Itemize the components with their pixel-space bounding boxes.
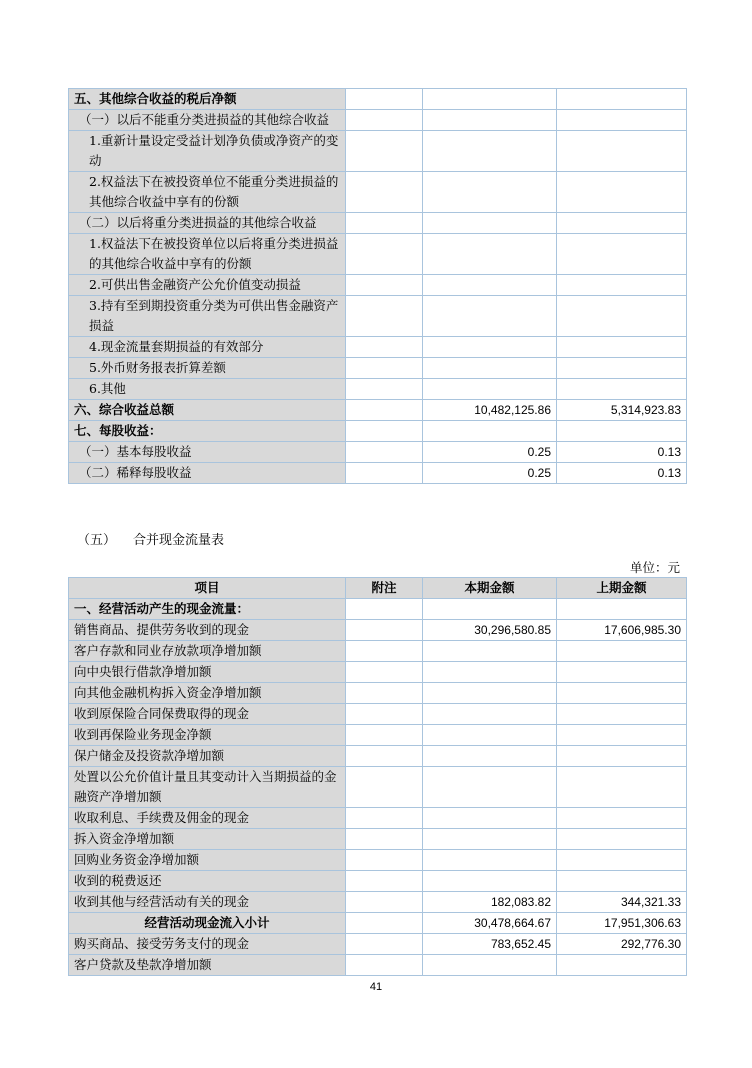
row-label: 购买商品、接受劳务支付的现金 [69,934,346,955]
row-current-amount [423,955,557,976]
row-prior-amount [557,379,687,400]
cash-flow-row [69,746,687,767]
comprehensive-income-row [69,234,687,275]
row-prior-amount [557,172,687,213]
row-current-amount [423,871,557,892]
comprehensive-income-row [69,172,687,213]
row-prior-amount: 0.13 [557,442,687,463]
row-note [346,358,423,379]
row-note [346,400,423,421]
row-current-amount [423,829,557,850]
row-note [346,172,423,213]
row-label: （一）以后不能重分类进损益的其他综合收益 [69,110,346,131]
row-current-amount: 10,482,125.86 [423,400,557,421]
row-prior-amount: 5,314,923.83 [557,400,687,421]
row-label: 向中央银行借款净增加额 [69,662,346,683]
comprehensive-income-row [69,89,687,110]
row-current-amount [423,662,557,683]
row-label: （一）基本每股收益 [69,442,346,463]
row-current-amount [423,234,557,275]
comprehensive-income-row [69,110,687,131]
row-prior-amount [557,599,687,620]
comprehensive-income-row [69,442,687,463]
row-prior-amount [557,683,687,704]
cash-flow-row [69,641,687,662]
cash-flow-row [69,704,687,725]
cash-flow-row [69,808,687,829]
row-current-amount [423,172,557,213]
row-prior-amount [557,746,687,767]
row-prior-amount [557,641,687,662]
row-label: 保户储金及投资款净增加额 [69,746,346,767]
cash-flow-row [69,913,687,934]
comprehensive-income-row [69,131,687,172]
row-prior-amount [557,704,687,725]
row-label: 1.权益法下在被投资单位以后将重分类进损益的其他综合收益中享有的份额 [69,234,346,275]
header-current-amount: 本期金额 [423,578,557,599]
row-label: 收到再保险业务现金净额 [69,725,346,746]
row-label: （二）以后将重分类进损益的其他综合收益 [69,213,346,234]
row-current-amount [423,850,557,871]
row-prior-amount: 292,776.30 [557,934,687,955]
cash-flow-row [69,850,687,871]
row-current-amount [423,379,557,400]
row-note [346,850,423,871]
row-current-amount [423,358,557,379]
row-current-amount [423,110,557,131]
row-label: 七、每股收益： [69,421,346,442]
row-prior-amount [557,213,687,234]
row-note [346,599,423,620]
cash-flow-row [69,599,687,620]
row-label: 客户贷款及垫款净增加额 [69,955,346,976]
cash-flow-table-body [69,599,687,976]
cash-flow-header-row [69,578,687,599]
cash-flow-row [69,725,687,746]
row-current-amount [423,641,557,662]
cash-flow-row [69,620,687,641]
row-note [346,746,423,767]
row-current-amount: 0.25 [423,442,557,463]
row-note [346,213,423,234]
row-current-amount [423,296,557,337]
row-prior-amount [557,955,687,976]
cash-flow-row [69,871,687,892]
row-label: 6.其他 [69,379,346,400]
row-note [346,808,423,829]
row-note [346,955,423,976]
row-note [346,421,423,442]
row-note [346,337,423,358]
comprehensive-income-row [69,337,687,358]
row-current-amount: 182,083.82 [423,892,557,913]
comprehensive-income-row [69,358,687,379]
row-prior-amount [557,275,687,296]
row-note [346,641,423,662]
row-note [346,767,423,808]
row-label: 收到其他与经营活动有关的现金 [69,892,346,913]
cash-flow-row [69,829,687,850]
comprehensive-income-row [69,296,687,337]
cash-flow-row [69,955,687,976]
row-prior-amount: 17,951,306.63 [557,913,687,934]
row-prior-amount [557,767,687,808]
row-current-amount: 30,478,664.67 [423,913,557,934]
row-current-amount [423,725,557,746]
row-note [346,913,423,934]
row-current-amount [423,599,557,620]
row-prior-amount [557,337,687,358]
row-note [346,110,423,131]
comprehensive-income-table [68,88,687,484]
cash-flow-table [68,577,687,976]
cash-flow-row [69,662,687,683]
comprehensive-income-row [69,463,687,484]
row-note [346,89,423,110]
row-prior-amount [557,110,687,131]
row-prior-amount: 344,321.33 [557,892,687,913]
comprehensive-income-table-body [69,89,687,484]
row-label: 拆入资金净增加额 [69,829,346,850]
row-note [346,934,423,955]
row-current-amount [423,89,557,110]
row-label: 收到的税费返还 [69,871,346,892]
header-note: 附注 [346,578,423,599]
row-current-amount: 0.25 [423,463,557,484]
row-note [346,463,423,484]
row-label: 1.重新计量设定受益计划净负债或净资产的变动 [69,131,346,172]
row-note [346,442,423,463]
cash-flow-row [69,683,687,704]
row-note [346,829,423,850]
row-current-amount [423,275,557,296]
row-label: 六、综合收益总额 [69,400,346,421]
row-prior-amount: 17,606,985.30 [557,620,687,641]
section-heading [77,529,224,548]
unit-label: 单位：元 [629,560,680,575]
row-label: 五、其他综合收益的税后净额 [69,89,346,110]
row-current-amount [423,131,557,172]
row-prior-amount [557,89,687,110]
row-label: 回购业务资金净增加额 [69,850,346,871]
row-note [346,379,423,400]
header-item: 项目 [69,578,346,599]
row-current-amount [423,337,557,358]
header-prior-amount: 上期金额 [557,578,687,599]
row-note [346,704,423,725]
row-note [346,725,423,746]
row-label: 4.现金流量套期损益的有效部分 [69,337,346,358]
row-current-amount [423,213,557,234]
row-prior-amount: 0.13 [557,463,687,484]
row-label: 一、经营活动产生的现金流量： [69,599,346,620]
row-label: 收到原保险合同保费取得的现金 [69,704,346,725]
row-current-amount: 783,652.45 [423,934,557,955]
row-note [346,662,423,683]
row-current-amount [423,421,557,442]
row-label: 5.外币财务报表折算差额 [69,358,346,379]
row-note [346,871,423,892]
row-prior-amount [557,871,687,892]
row-prior-amount [557,725,687,746]
row-note [346,892,423,913]
row-prior-amount [557,296,687,337]
row-prior-amount [557,234,687,275]
row-current-amount [423,767,557,808]
row-prior-amount [557,421,687,442]
row-prior-amount [557,662,687,683]
comprehensive-income-row [69,213,687,234]
row-note [346,234,423,275]
row-current-amount [423,808,557,829]
row-prior-amount [557,358,687,379]
cash-flow-row [69,892,687,913]
comprehensive-income-row [69,379,687,400]
row-note [346,131,423,172]
row-note [346,275,423,296]
comprehensive-income-row [69,421,687,442]
page-number: 41 [369,981,383,993]
section-number: （五） [77,533,117,548]
row-current-amount [423,683,557,704]
row-prior-amount [557,829,687,850]
row-label: 2.可供出售金融资产公允价值变动损益 [69,275,346,296]
row-prior-amount [557,131,687,172]
row-prior-amount [557,808,687,829]
cash-flow-row [69,767,687,808]
row-prior-amount [557,850,687,871]
row-note [346,620,423,641]
row-label: 收取利息、手续费及佣金的现金 [69,808,346,829]
comprehensive-income-row [69,275,687,296]
row-current-amount: 30,296,580.85 [423,620,557,641]
row-label: 销售商品、提供劳务收到的现金 [69,620,346,641]
row-label: （二）稀释每股收益 [69,463,346,484]
row-label: 3.持有至到期投资重分类为可供出售金融资产损益 [69,296,346,337]
row-label: 向其他金融机构拆入资金净增加额 [69,683,346,704]
row-label: 处置以公允价值计量且其变动计入当期损益的金融资产净增加额 [69,767,346,808]
row-note [346,683,423,704]
cash-flow-row [69,934,687,955]
row-label: 2.权益法下在被投资单位不能重分类进损益的其他综合收益中享有的份额 [69,172,346,213]
row-label: 经营活动现金流入小计 [69,913,346,934]
row-current-amount [423,704,557,725]
section-title: 合并现金流量表 [133,533,225,548]
row-note [346,296,423,337]
row-current-amount [423,746,557,767]
comprehensive-income-row [69,400,687,421]
row-label: 客户存款和同业存放款项净增加额 [69,641,346,662]
